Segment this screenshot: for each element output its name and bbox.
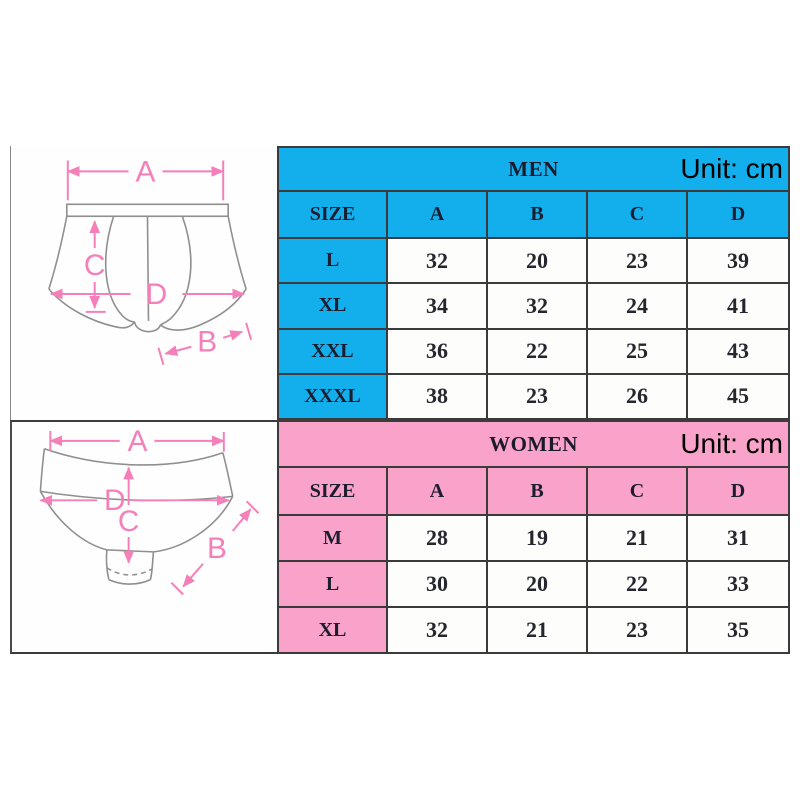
women-row-xl-size: XL <box>279 606 388 652</box>
men-row-xxxl-b: 23 <box>488 373 588 418</box>
women-table-header-band <box>279 422 788 468</box>
dim-b-arrow <box>233 509 251 531</box>
dim-b-extension-line <box>171 583 183 595</box>
men-table-title: MEN <box>508 156 559 181</box>
women-col-header-size: SIZE <box>279 468 388 514</box>
women-table-grid <box>279 468 788 652</box>
women-dimension-annotations <box>40 425 258 595</box>
women-row-xl-a: 32 <box>388 606 488 652</box>
women-diagram-panel <box>10 420 278 654</box>
dim-b-arrow <box>183 564 203 587</box>
women-row-l-a: 30 <box>388 560 488 606</box>
women-row-l-d: 33 <box>688 560 788 606</box>
women-col-header-c: C <box>588 468 688 514</box>
women-row-m-a: 28 <box>388 514 488 560</box>
men-row-xxxl-a: 38 <box>388 373 488 418</box>
women-col-header-d: D <box>688 468 788 514</box>
men-size-table <box>277 146 790 420</box>
women-row-m-b: 19 <box>488 514 588 560</box>
men-row-xl-size: XL <box>279 282 388 327</box>
men-col-header-c: C <box>588 192 688 237</box>
women-col-header-b: B <box>488 468 588 514</box>
men-diagram-panel <box>10 146 277 420</box>
men-unit-label: Unit: cm <box>680 153 783 184</box>
women-row-m-d: 31 <box>688 514 788 560</box>
women-unit-label: Unit: cm <box>680 428 783 459</box>
dim-label-c: C <box>83 249 106 283</box>
men-row-l-d: 39 <box>688 237 788 282</box>
men-row-l-a: 32 <box>388 237 488 282</box>
dim-label-d: D <box>145 277 168 311</box>
dim-b-arrow <box>223 332 242 338</box>
dim-label-b: B <box>197 325 218 359</box>
dim-label-d: D <box>104 484 126 518</box>
men-row-xl-c: 24 <box>588 282 688 327</box>
men-row-xxl-size: XXL <box>279 328 388 373</box>
men-row-l-b: 20 <box>488 237 588 282</box>
men-table-grid <box>279 192 788 418</box>
women-table-title: WOMEN <box>489 431 578 456</box>
women-row-l-size: L <box>279 560 388 606</box>
men-col-header-a: A <box>388 192 488 237</box>
men-underwear-diagram <box>11 146 277 420</box>
women-col-header-a: A <box>388 468 488 514</box>
men-row-xxl-a: 36 <box>388 328 488 373</box>
boxer-briefs-outline <box>49 204 246 331</box>
men-row-xxxl-size: XXXL <box>279 373 388 418</box>
dim-b-extension-line <box>246 323 251 340</box>
dim-label-a: A <box>127 424 148 458</box>
women-row-xl-c: 23 <box>588 606 688 652</box>
dim-label-b: B <box>206 531 227 565</box>
men-col-header-d: D <box>688 192 788 237</box>
men-row-xxl-b: 22 <box>488 328 588 373</box>
women-underwear-diagram <box>12 422 278 652</box>
dim-b-arrow <box>165 347 191 354</box>
men-row-xxl-d: 43 <box>688 328 788 373</box>
women-row-l-c: 22 <box>588 560 688 606</box>
men-row-xl-b: 32 <box>488 282 588 327</box>
men-dimension-annotations <box>51 155 251 364</box>
men-row-xl-d: 41 <box>688 282 788 327</box>
women-row-m-size: M <box>279 514 388 560</box>
women-row-m-c: 21 <box>588 514 688 560</box>
women-row-l-b: 20 <box>488 560 588 606</box>
women-size-table <box>277 420 790 654</box>
women-row-xl-b: 21 <box>488 606 588 652</box>
women-row-xl-d: 35 <box>688 606 788 652</box>
men-row-xxxl-d: 45 <box>688 373 788 418</box>
men-col-header-b: B <box>488 192 588 237</box>
men-col-header-size: SIZE <box>279 192 388 237</box>
men-row-xxxl-c: 26 <box>588 373 688 418</box>
men-row-xxl-c: 25 <box>588 328 688 373</box>
men-row-l-size: L <box>279 237 388 282</box>
dim-label-c: C <box>117 505 140 539</box>
dim-label-a: A <box>135 155 156 189</box>
dim-b-extension-line <box>158 348 163 365</box>
men-row-l-c: 23 <box>588 237 688 282</box>
men-row-xl-a: 34 <box>388 282 488 327</box>
men-table-header-band <box>279 148 788 192</box>
